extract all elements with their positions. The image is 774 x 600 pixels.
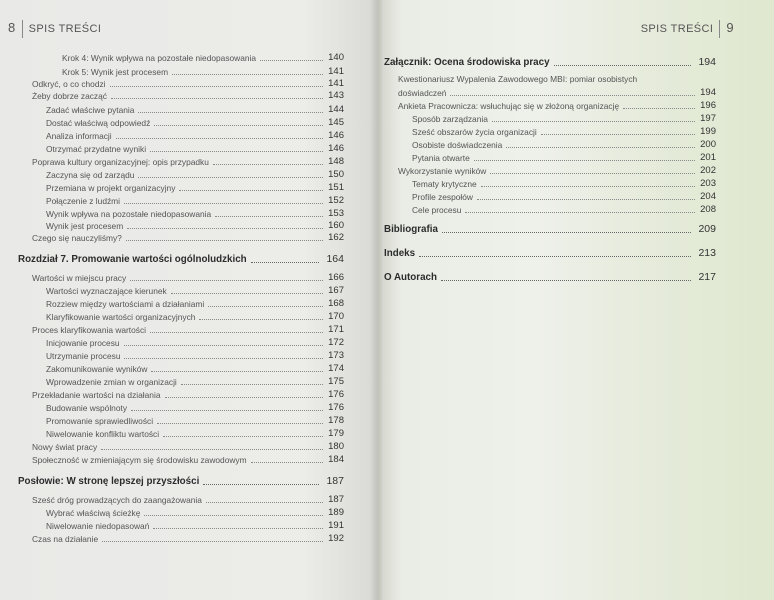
toc-entry-page: 174 — [328, 363, 344, 374]
dot-leader — [474, 159, 695, 161]
dot-leader — [151, 370, 323, 372]
toc-entry-page: 196 — [700, 100, 716, 111]
dot-leader — [154, 124, 323, 126]
toc-entry-title: Nowy świat pracy — [32, 442, 98, 452]
toc-entry-title: Krok 5: Wynik jest procesem — [62, 67, 169, 77]
toc-entry-title: Rozziew między wartościami a działaniami — [46, 299, 205, 309]
toc-entry-title: Otrzymać przydatne wyniki — [46, 144, 147, 154]
toc-entry — [412, 113, 716, 124]
toc-entry-title: Wprowadzenie zmian w organizacji — [46, 377, 177, 387]
toc-entry-title: Przemiana w projekt organizacyjny — [46, 183, 176, 193]
toc-entry — [46, 507, 344, 518]
toc-entry — [46, 117, 344, 128]
toc-entry — [32, 454, 344, 465]
toc-entry-title: Krok 4: Wynik wpływa na pozostałe niedopasowania — [62, 53, 257, 63]
toc-entry-title: Rozdział 7. Promowanie wartości ogólnoludzkich — [18, 254, 247, 265]
dot-leader — [124, 344, 323, 346]
left-page — [0, 0, 378, 600]
left-running-title: SPIS TREŚCI — [28, 23, 102, 35]
dot-leader — [179, 189, 323, 191]
toc-entry-page: 187 — [326, 475, 344, 487]
toc-entry — [46, 208, 344, 219]
toc-entry-page: 173 — [328, 350, 344, 361]
dot-leader — [181, 383, 323, 385]
toc-entry-page: 194 — [698, 56, 716, 68]
dot-leader — [251, 261, 319, 263]
toc-entry-page: 151 — [328, 182, 344, 193]
toc-entry-title: Cele procesu — [412, 205, 462, 215]
dot-leader — [171, 292, 323, 294]
toc-entry-page: 146 — [328, 143, 344, 154]
toc-entry-title: Wynik jest procesem — [46, 221, 124, 231]
dot-leader — [492, 120, 695, 122]
toc-entry-page: 167 — [328, 285, 344, 296]
dot-leader — [260, 59, 323, 61]
header-divider — [719, 20, 720, 38]
dot-leader — [130, 279, 323, 281]
toc-entry — [46, 520, 344, 531]
toc-entry-page: 172 — [328, 337, 344, 348]
toc-entry-title: Inicjowanie procesu — [46, 338, 120, 348]
toc-entry-page: 217 — [698, 271, 716, 283]
toc-entry — [62, 52, 344, 63]
dot-leader — [102, 540, 323, 542]
toc-entry — [46, 130, 344, 141]
toc-entry-title: Analiza informacji — [46, 131, 112, 141]
dot-leader — [138, 111, 323, 113]
toc-entry — [46, 143, 344, 154]
right-page-number: 9 — [726, 20, 734, 35]
toc-entry-title: O Autorach — [384, 272, 437, 283]
toc-entry — [398, 100, 716, 111]
toc-entry-title: Niwelowanie niedopasowań — [46, 521, 150, 531]
toc-entry — [46, 169, 344, 180]
dot-leader — [110, 85, 323, 87]
dot-leader — [144, 514, 323, 516]
toc-entry-page: 184 — [328, 454, 344, 465]
right-page — [378, 0, 774, 600]
toc-entry-page: 179 — [328, 428, 344, 439]
toc-entry-title: Wybrać właściwą ścieżkę — [46, 508, 141, 518]
toc-entry — [412, 191, 716, 202]
left-page-number: 8 — [8, 20, 16, 35]
toc-entry-title: doświadczeń — [398, 88, 447, 98]
dot-leader — [481, 185, 695, 187]
toc-entry-page: 162 — [328, 232, 344, 243]
toc-entry — [46, 311, 344, 322]
toc-entry-title: Zakomunikowanie wyników — [46, 364, 148, 374]
toc-entry-title: Proces klaryfikowania wartości — [32, 325, 147, 335]
dot-leader — [138, 176, 323, 178]
toc-entry-title: Czas na działanie — [32, 534, 99, 544]
toc-entry-title: Dostać właściwą odpowiedź — [46, 118, 151, 128]
dot-leader — [165, 396, 324, 398]
dot-leader — [199, 318, 323, 320]
toc-entry-title: Zadać właściwe pytania — [46, 105, 135, 115]
toc-entry — [32, 533, 344, 544]
book-gutter — [370, 0, 384, 600]
toc-entry — [46, 350, 344, 361]
toc-entry-page: 153 — [328, 208, 344, 219]
dot-leader — [127, 227, 323, 229]
toc-entry-title: Poprawa kultury organizacyjnej: opis przypadku — [32, 157, 209, 167]
toc-entry-title: Załącznik: Ocena środowiska pracy — [384, 57, 550, 68]
toc-entry — [46, 363, 344, 374]
header-divider — [22, 20, 23, 38]
toc-entry — [62, 66, 344, 77]
toc-entry — [46, 402, 344, 413]
toc-entry-page: 176 — [328, 389, 344, 400]
dot-leader — [150, 150, 323, 152]
toc-entry — [46, 104, 344, 115]
toc-entry-title: Klaryfikowanie wartości organizacyjnych — [46, 312, 196, 322]
toc-entry — [46, 428, 344, 439]
toc-entry — [46, 298, 344, 309]
toc-entry-title: Żeby dobrze zacząć — [32, 91, 107, 101]
toc-entry-page: 201 — [700, 152, 716, 163]
toc-entry-page: 187 — [328, 494, 344, 505]
toc-entry — [32, 494, 344, 505]
toc-entry-page: 168 — [328, 298, 344, 309]
left-running-head — [8, 20, 101, 38]
toc-entry — [32, 78, 344, 89]
toc-entry-page: 175 — [328, 376, 344, 387]
dot-leader — [623, 107, 695, 109]
toc-entry-title: Tematy krytyczne — [412, 179, 477, 189]
toc-entry-page: 199 — [700, 126, 716, 137]
dot-leader — [124, 202, 323, 204]
toc-entry-page: 192 — [328, 533, 344, 544]
dot-leader — [126, 239, 323, 241]
toc-entry-page: 164 — [326, 253, 344, 265]
dot-leader — [153, 527, 323, 529]
toc-entry-page: 141 — [328, 78, 344, 89]
toc-entry — [398, 165, 716, 176]
toc-entry-title: Pytania otwarte — [412, 153, 470, 163]
toc-entry — [46, 337, 344, 348]
toc-entry — [46, 220, 344, 231]
right-running-head — [641, 20, 734, 38]
toc-entry-title: Wartości w miejscu pracy — [32, 273, 127, 283]
toc-entry-title: Posłowie: W stronę lepszej przyszłości — [18, 476, 200, 487]
toc-entry-page: 171 — [328, 324, 344, 335]
toc-entry-page: 194 — [700, 87, 716, 98]
toc-entry-title: Promowanie sprawiedliwości — [46, 416, 154, 426]
toc-entry-title: Zaczyna się od zarządu — [46, 170, 135, 180]
toc-entry — [412, 126, 716, 137]
toc-entry-title: Osobiste doświadczenia — [412, 140, 503, 150]
toc-entry-page: 209 — [698, 223, 716, 235]
toc-entry — [398, 74, 716, 84]
toc-entry-page: 213 — [698, 247, 716, 259]
toc-entry-page: 202 — [700, 165, 716, 176]
toc-entry — [32, 232, 344, 243]
dot-leader — [442, 231, 691, 233]
toc-chapter-entry — [384, 56, 716, 68]
toc-entry — [46, 182, 344, 193]
dot-leader — [163, 435, 323, 437]
dot-leader — [419, 255, 691, 257]
toc-entry-title: Połączenie z ludźmi — [46, 196, 121, 206]
dot-leader — [172, 73, 323, 75]
toc-entry-title: Wykorzystanie wyników — [398, 166, 487, 176]
toc-entry-page: 189 — [328, 507, 344, 518]
toc-entry-title: Odkryć, o co chodzi — [32, 79, 106, 89]
toc-entry — [46, 415, 344, 426]
right-running-title: SPIS TREŚCI — [640, 23, 714, 35]
toc-entry-title: Profile zespołów — [412, 192, 473, 202]
toc-entry — [32, 389, 344, 400]
toc-entry-page: 208 — [700, 204, 716, 215]
toc-entry-page: 160 — [328, 220, 344, 231]
toc-entry-title: Wartości wyznaczające kierunek — [46, 286, 167, 296]
toc-entry-title: Ankieta Pracownicza: wsłuchując się w złożoną organizację — [398, 101, 620, 111]
toc-entry-title: Przekładanie wartości na działania — [32, 390, 161, 400]
dot-leader — [450, 94, 695, 96]
toc-entry-title: Utrzymanie procesu — [46, 351, 121, 361]
toc-entry-page: 204 — [700, 191, 716, 202]
dot-leader — [150, 331, 323, 333]
toc-entry-page: 197 — [700, 113, 716, 124]
toc-entry-title: Wynik wpływa na pozostałe niedopasowania — [46, 209, 212, 219]
dot-leader — [215, 215, 323, 217]
toc-entry-title: Sposób zarządzania — [412, 114, 488, 124]
dot-leader — [203, 483, 319, 485]
toc-entry-title: Niwelowanie konfliktu wartości — [46, 429, 160, 439]
dot-leader — [116, 137, 323, 139]
toc-entry-page: 148 — [328, 156, 344, 167]
dot-leader — [490, 172, 695, 174]
toc-entry-title: Bibliografia — [384, 224, 438, 235]
toc-entry-page: 170 — [328, 311, 344, 322]
toc-entry — [46, 195, 344, 206]
toc-entry-page: 141 — [328, 66, 344, 77]
toc-entry — [32, 156, 344, 167]
toc-entry-title: Sześć dróg prowadzących do zaangażowania — [32, 495, 202, 505]
dot-leader — [251, 461, 323, 463]
toc-chapter-entry — [384, 223, 716, 235]
dot-leader — [477, 198, 695, 200]
toc-entry-title: Sześć obszarów życia organizacji — [412, 127, 537, 137]
dot-leader — [157, 422, 323, 424]
toc-entry-page: 140 — [328, 52, 344, 63]
dot-leader — [131, 409, 323, 411]
toc-entry-page: 180 — [328, 441, 344, 452]
toc-entry — [32, 272, 344, 283]
toc-entry — [46, 376, 344, 387]
toc-entry-page: 191 — [328, 520, 344, 531]
toc-entry-page: 145 — [328, 117, 344, 128]
toc-entry — [412, 204, 716, 215]
toc-entry-page: 146 — [328, 130, 344, 141]
dot-leader — [206, 501, 323, 503]
toc-entry-page: 166 — [328, 272, 344, 283]
toc-chapter-entry — [384, 271, 716, 283]
toc-entry-page: 144 — [328, 104, 344, 115]
dot-leader — [208, 305, 323, 307]
toc-entry — [32, 441, 344, 452]
dot-leader — [465, 211, 695, 213]
toc-entry — [412, 139, 716, 150]
toc-chapter-entry — [384, 247, 716, 259]
dot-leader — [554, 64, 691, 66]
dot-leader — [101, 448, 323, 450]
toc-entry — [32, 324, 344, 335]
dot-leader — [441, 279, 691, 281]
dot-leader — [111, 97, 323, 99]
toc-entry-page: 150 — [328, 169, 344, 180]
toc-entry-title: Kwestionariusz Wypalenia Zawodowego MBI: pomiar osobistych — [398, 74, 638, 84]
toc-entry — [32, 90, 344, 101]
toc-entry-title: Społeczność w zmieniającym się środowisku zawodowym — [32, 455, 247, 465]
toc-entry-page: 178 — [328, 415, 344, 426]
toc-entry — [412, 178, 716, 189]
dot-leader — [124, 357, 323, 359]
dot-leader — [506, 146, 695, 148]
toc-entry-page: 200 — [700, 139, 716, 150]
toc-chapter-entry — [18, 253, 344, 265]
toc-entry-page: 176 — [328, 402, 344, 413]
toc-entry-page: 203 — [700, 178, 716, 189]
toc-entry-title: Budowanie wspólnoty — [46, 403, 128, 413]
toc-entry-title: Indeks — [384, 248, 416, 259]
toc-entry-title: Czego się nauczyliśmy? — [32, 233, 122, 243]
toc-entry — [398, 87, 716, 98]
toc-entry — [46, 285, 344, 296]
toc-entry-page: 143 — [328, 90, 344, 101]
toc-entry — [412, 152, 716, 163]
toc-entry-page: 152 — [328, 195, 344, 206]
dot-leader — [213, 163, 323, 165]
toc-chapter-entry — [18, 475, 344, 487]
dot-leader — [541, 133, 695, 135]
